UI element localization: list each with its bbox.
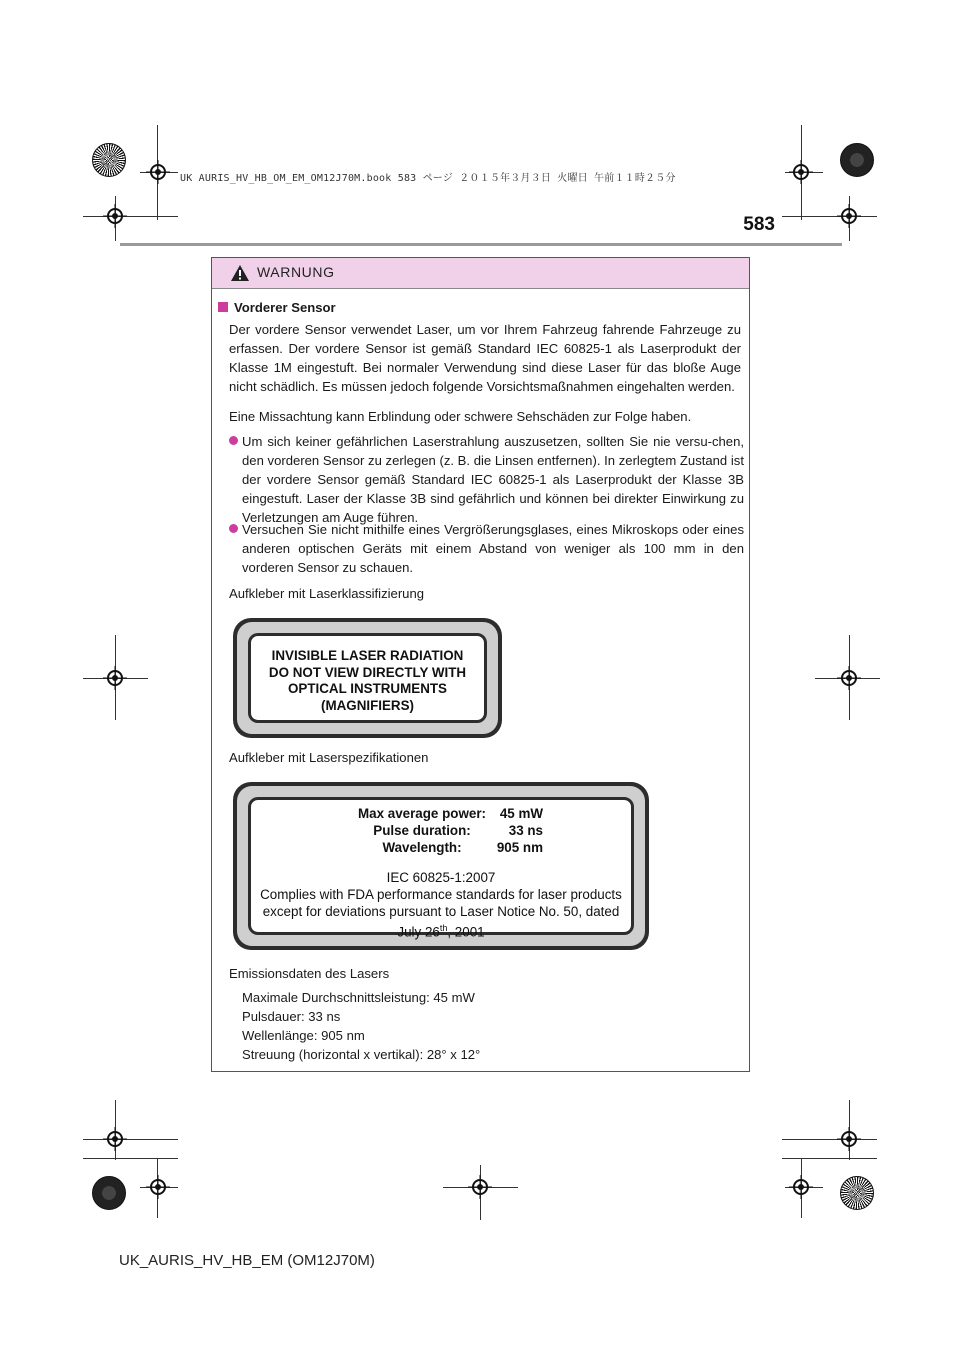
list-item — [229, 432, 744, 527]
registration-mark-icon — [146, 1175, 170, 1199]
emission-caption: Emissionsdaten des Lasers — [229, 966, 390, 981]
registration-mark-icon — [789, 1175, 813, 1199]
registration-mark-icon — [837, 204, 861, 228]
list-item: Maximale Durchschnittsleistung: 45 mW — [242, 990, 475, 1005]
date-line: July 26th, 2001 — [397, 923, 485, 940]
list-item-text: Versuchen Sie nicht mithilfe eines Vergrößerungsglases, eines Mikroskops oder eines anderen optischen Geräts mit einem Abstand von weniger als 100 mm in den vorderen Sensor zu schauen. — [242, 522, 744, 575]
registration-mark-icon — [103, 204, 127, 228]
laser-specification-sticker — [233, 782, 649, 950]
footer-model-code: UK_AURIS_HV_HB_EM (OM12J70M) — [119, 1252, 375, 1269]
section-square-icon — [218, 302, 228, 312]
warning-triangle-icon — [230, 264, 250, 282]
registration-mark-icon — [837, 1127, 861, 1151]
bullet-dot-icon — [229, 436, 238, 445]
list-item: Streuung (horizontal x vertikal): 28° x 12° — [242, 1047, 481, 1062]
header-rule — [120, 243, 842, 246]
spec-row: Max average power: 45 mW — [357, 806, 543, 821]
book-file-info: UK AURIS_HV_HB_OM_EM_OM12J70M.book 583 ページ ２０１５年３月３日 火曜日 午前１１時２５分 — [180, 173, 676, 184]
page-number: 583 — [743, 214, 775, 235]
classification-caption: Aufkleber mit Laserklassifizierung — [229, 586, 425, 601]
registration-mark-icon — [103, 1127, 127, 1151]
specifications-caption: Aufkleber mit Laserspezifikationen — [229, 750, 429, 765]
consequence-paragraph: Eine Missachtung kann Erblindung oder schwere Sehschäden zur Folge haben. — [229, 409, 692, 424]
color-rosette-icon — [840, 143, 874, 177]
compliance-text: IEC 60825-1:2007 Complies with FDA performance standards for laser products except for deviations pursuant to Laser Notice No. 50, dated July 26th, 2001 — [251, 869, 631, 940]
section-heading — [218, 300, 336, 315]
laser-classification-sticker — [233, 618, 502, 738]
bullet-dot-icon — [229, 524, 238, 533]
sticker-warning-text: INVISIBLE LASER RADIATION DO NOT VIEW DIRECTLY WITH OPTICAL INSTRUMENTS (MAGNIFIERS) — [268, 648, 467, 713]
standard-line: IEC 60825-1:2007 — [386, 870, 496, 885]
warning-title: WARNUNG — [257, 264, 335, 280]
intro-paragraph: Der vordere Sensor verwendet Laser, um vor Ihrem Fahrzeug fahrende Fahrzeuge zu erfassen. Der vordere Sensor ist gemäß Standard IEC 60825-1 als Laserprodukt der Klasse 1M eingestuft. Bei normaler Verwendung sind diese Laser für das bloße Auge nicht schädlich. Es müssen jedoch folgende Vorsichtsmaßnahmen eingehalten werden. — [229, 322, 741, 394]
spec-row: Wavelength: 905 nm — [382, 840, 543, 855]
registration-mark-icon — [103, 666, 127, 690]
section-heading-text: Vorderer Sensor — [234, 300, 336, 315]
list-item: Pulsdauer: 33 ns — [242, 1009, 341, 1024]
list-item — [229, 520, 744, 577]
emission-data-list — [242, 988, 480, 1064]
registration-mark-icon — [146, 160, 170, 184]
color-rosette-icon — [840, 1176, 874, 1210]
spec-row: Pulse duration: 33 ns — [373, 823, 543, 838]
registration-mark-icon — [789, 160, 813, 184]
registration-mark-icon — [468, 1175, 492, 1199]
warning-box — [211, 257, 750, 1072]
color-rosette-icon — [92, 143, 126, 177]
spec-table — [351, 805, 543, 856]
color-rosette-icon — [92, 1176, 126, 1210]
list-item: Wellenlänge: 905 nm — [242, 1028, 365, 1043]
list-item-text: Um sich keiner gefährlichen Laserstrahlung auszusetzen, sollten Sie nie versu-chen, den vorderen Sensor zu zerlegen (z. B. die Linsen entfernen). In zerlegtem Zustand ist der vordere Sensor gemäß Standard IEC 60825-1 als Laserprodukt der Klasse 3B eingestuft. Laser der Klasse 3B sind gefährlich und können bei direkter Einwirkung zu Verletzungen am Auge führen. — [242, 434, 744, 525]
registration-mark-icon — [837, 666, 861, 690]
warning-header — [212, 258, 749, 289]
